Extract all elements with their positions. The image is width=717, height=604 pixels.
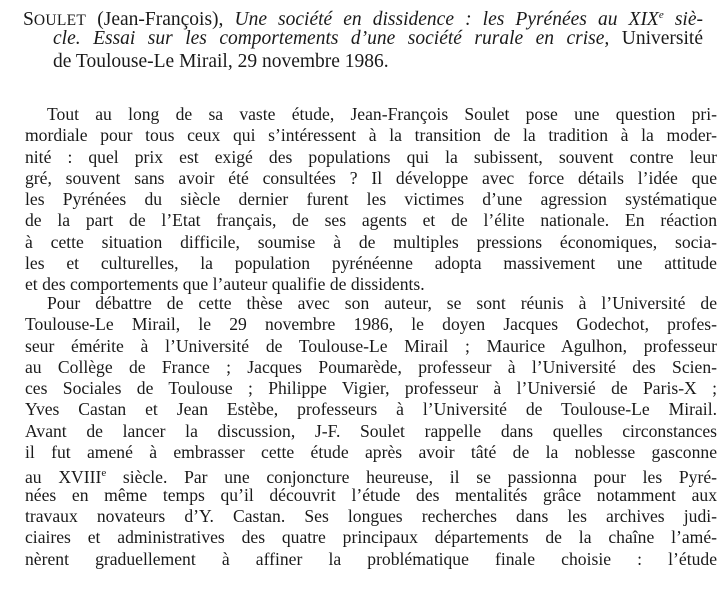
text-line: Pour débattre de cette thèse avec son auteur, se sont réunis à l’Université de xyxy=(47,293,717,313)
text-line: les et culturelles, la population pyrénéenne adopta massivement une attitude xyxy=(25,253,717,274)
work-title-part1: Une société en dissidence : les Pyrénées au XIX xyxy=(234,9,659,30)
text-line: les Pyrénées du siècle dernier furent les victimes d’une agression systématique xyxy=(25,189,717,210)
paragraph-2 xyxy=(25,293,717,570)
text-line: nité : quel prix est exigé des populations qui la subissent, souvent contre leur xyxy=(25,146,717,167)
work-title-part2: cle. Essai sur les comportements d’une société rurale en crise, xyxy=(53,28,610,49)
author-initial: S xyxy=(23,9,34,30)
text-line: ciaires et administratives des quatre principaux départements de la chaîne l’amé- xyxy=(25,527,717,548)
text-line: Toulouse-Le Mirail, le 29 novembre 1986, le doyen Jacques Godechot, profes- xyxy=(25,314,717,335)
text-line: il fut amené à embrasser cette étude après avoir tâté de la noblesse gasconne xyxy=(25,442,717,463)
text-line: Tout au long de sa vaste étude, Jean-François Soulet pose une question pri- xyxy=(47,104,717,124)
text-line xyxy=(25,463,717,488)
institution: Université xyxy=(609,28,703,49)
text-line: mordiale pour tous ceux qui s’intéressent à la transition de la tradition à la moder- xyxy=(25,125,717,146)
text-line: ces Sociales de Toulouse ; Philippe Vigier, professeur à l’Universié de Paris-X ; xyxy=(25,378,717,399)
text-line: de la part de l’Etat français, de ses agents et de l’élite nationale. En réaction xyxy=(25,210,717,231)
text-line: Yves Castan et Jean Estèbe, professeurs à l’Université de Toulouse-Le Mirail. xyxy=(25,399,717,420)
text-line: et des comportements que l’auteur qualifie de dissidents. xyxy=(25,274,425,295)
header-line-2 xyxy=(23,27,703,50)
header-line-3: de Toulouse-Le Mirail, 29 novembre 1986. xyxy=(53,51,389,72)
paragraph-1 xyxy=(25,104,717,296)
bibliographic-header xyxy=(23,4,703,73)
text-line: Avant de lancer la discussion, J-F. Soulet rappelle dans quelles circonstances xyxy=(25,420,717,441)
author-surname: OULET xyxy=(33,12,87,29)
century-superscript: e xyxy=(101,467,107,480)
header-line-1 xyxy=(23,4,703,30)
text-line: nèrent graduellement à affiner la problématique finale choisie : l’étude xyxy=(25,548,717,569)
text-line: au Collège de France ; Jacques Poumarède, professeur à l’Université des Scien- xyxy=(25,356,717,377)
text-line: travaux novateurs d’Y. Castan. Ses longues recherches dans les archives judi- xyxy=(25,505,717,526)
century-text: au XVIII xyxy=(25,467,102,488)
work-title-part1-end: siè- xyxy=(663,9,703,30)
century-text-rest: siècle. Par une conjoncture heureuse, il se passionna pour les Pyré- xyxy=(122,467,717,488)
text-line: seur émérite à l’Université de Toulouse-Le Mirail ; Maurice Agulhon, professeur xyxy=(25,335,717,356)
text-line: gré, souvent sans avoir été consultées ? Il développe avec force détails l’idée que xyxy=(25,167,717,188)
author-given-name: (Jean-François), xyxy=(86,9,235,30)
title-superscript: e xyxy=(658,9,664,21)
text-line: à cette situation difficile, soumise à de multiples pressions économiques, socia- xyxy=(25,231,717,252)
text-line: nées en même temps qu’il découvrit l’étude des mentalités grâce notamment aux xyxy=(25,484,717,505)
